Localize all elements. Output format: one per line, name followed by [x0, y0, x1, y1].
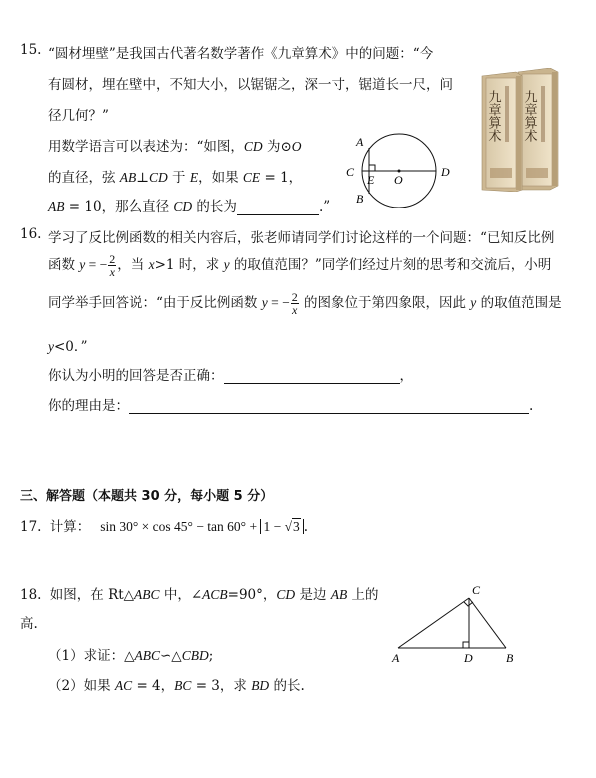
q18-line2: 高. — [20, 616, 38, 632]
q16-line5: 你认为小明的回答是否正确： ， — [48, 368, 413, 384]
q18-part2: （2）如果 AC = 4，BC = 3，求 BD 的长. — [48, 678, 305, 694]
label-o: O — [394, 173, 403, 187]
q15-line6: AB = 10，那么直径 CD 的长为 .” — [48, 199, 331, 215]
q15-line1: “圆材埋壁”是我国古代著名数学著作《九章算术》中的问题：“今 — [48, 46, 434, 62]
q15-number: 15. — [20, 42, 42, 58]
section-3-title: 三、解答题（本题共 30 分，每小题 5 分） — [20, 489, 274, 504]
book-title-front: 九章算术 — [485, 90, 501, 142]
q16-line3: 同学举手回答说：“由于反比例函数 y = − $\frac{2}{x}$ 的图象位于第四象限，因此 y 的取值范围是 — [48, 290, 562, 317]
label-b: B — [506, 651, 514, 665]
q18-line1: 18. 如图，在 Rt△ABC 中，∠ACB=90°，CD 是边 AB 上的 — [20, 587, 379, 603]
label-d: D — [441, 165, 450, 179]
q17-line: 17. 计算： sin 30° × cos 45° − tan 60° + 1 − √3 . — [20, 519, 309, 535]
q16-reason-blank[interactable] — [129, 399, 529, 414]
label-a: A — [392, 651, 400, 665]
q15-line5: 的直径，弦 AB⊥CD 于 E，如果 CE = 1， — [48, 170, 303, 186]
label-e: E — [367, 173, 375, 187]
q16-fraction-1: $\frac{2}{x}$ — [109, 252, 116, 279]
label-c: C — [472, 583, 481, 597]
q17-number: 17. — [20, 519, 42, 535]
q16-line4: y<0．” — [48, 339, 88, 355]
q18-triangle-figure — [388, 582, 528, 668]
q16-line2: 函数 y = − $\frac{2}{x}$ ，当 x>1 时，求 y 的取值范围？”同学们经过片刻的思考和交流后，小明 — [48, 252, 552, 279]
q16-number: 16. — [20, 226, 42, 242]
jiuzhang-suanshu-book-image — [478, 68, 560, 192]
label-a: A — [356, 135, 364, 149]
q17-expression: sin 30° × cos 45° − tan 60° + — [100, 519, 261, 534]
q16-correct-blank[interactable] — [224, 369, 400, 384]
q17-absolute-value: 1 − √3 — [260, 519, 303, 534]
label-c: C — [346, 165, 355, 179]
q15-answer-blank[interactable] — [237, 200, 319, 215]
label-d: D — [464, 651, 473, 665]
side-bc — [469, 598, 506, 648]
q15-line4: 用数学语言可以表述为：“如图，CD 为⊙O — [48, 139, 302, 155]
q16-line1: 学习了反比例函数的相关内容后，张老师请同学们讨论这样的一个问题：“已知反比例 — [48, 230, 555, 246]
q18-part1: （1）求证：△ABC∽△CBD; — [48, 648, 214, 664]
label-b: B — [356, 192, 364, 206]
right-angle-mark — [369, 165, 375, 171]
side-ac — [398, 598, 469, 648]
sqrt-symbol: √3 — [284, 519, 300, 534]
book-title-back: 九章算术 — [521, 90, 537, 142]
q15-line3: 径几何？” — [48, 108, 109, 124]
right-angle-mark-d — [463, 642, 469, 648]
q16-fraction-2: $\frac{2}{x}$ — [291, 290, 298, 317]
q15-line2: 有圆材，埋在壁中，不知大小，以锯锯之，深一寸，锯道长一尺，问 — [48, 77, 453, 93]
q16-line6: 你的理由是： . — [48, 398, 534, 414]
q18-number: 18. — [20, 587, 42, 603]
q15-circle-figure — [340, 128, 460, 208]
